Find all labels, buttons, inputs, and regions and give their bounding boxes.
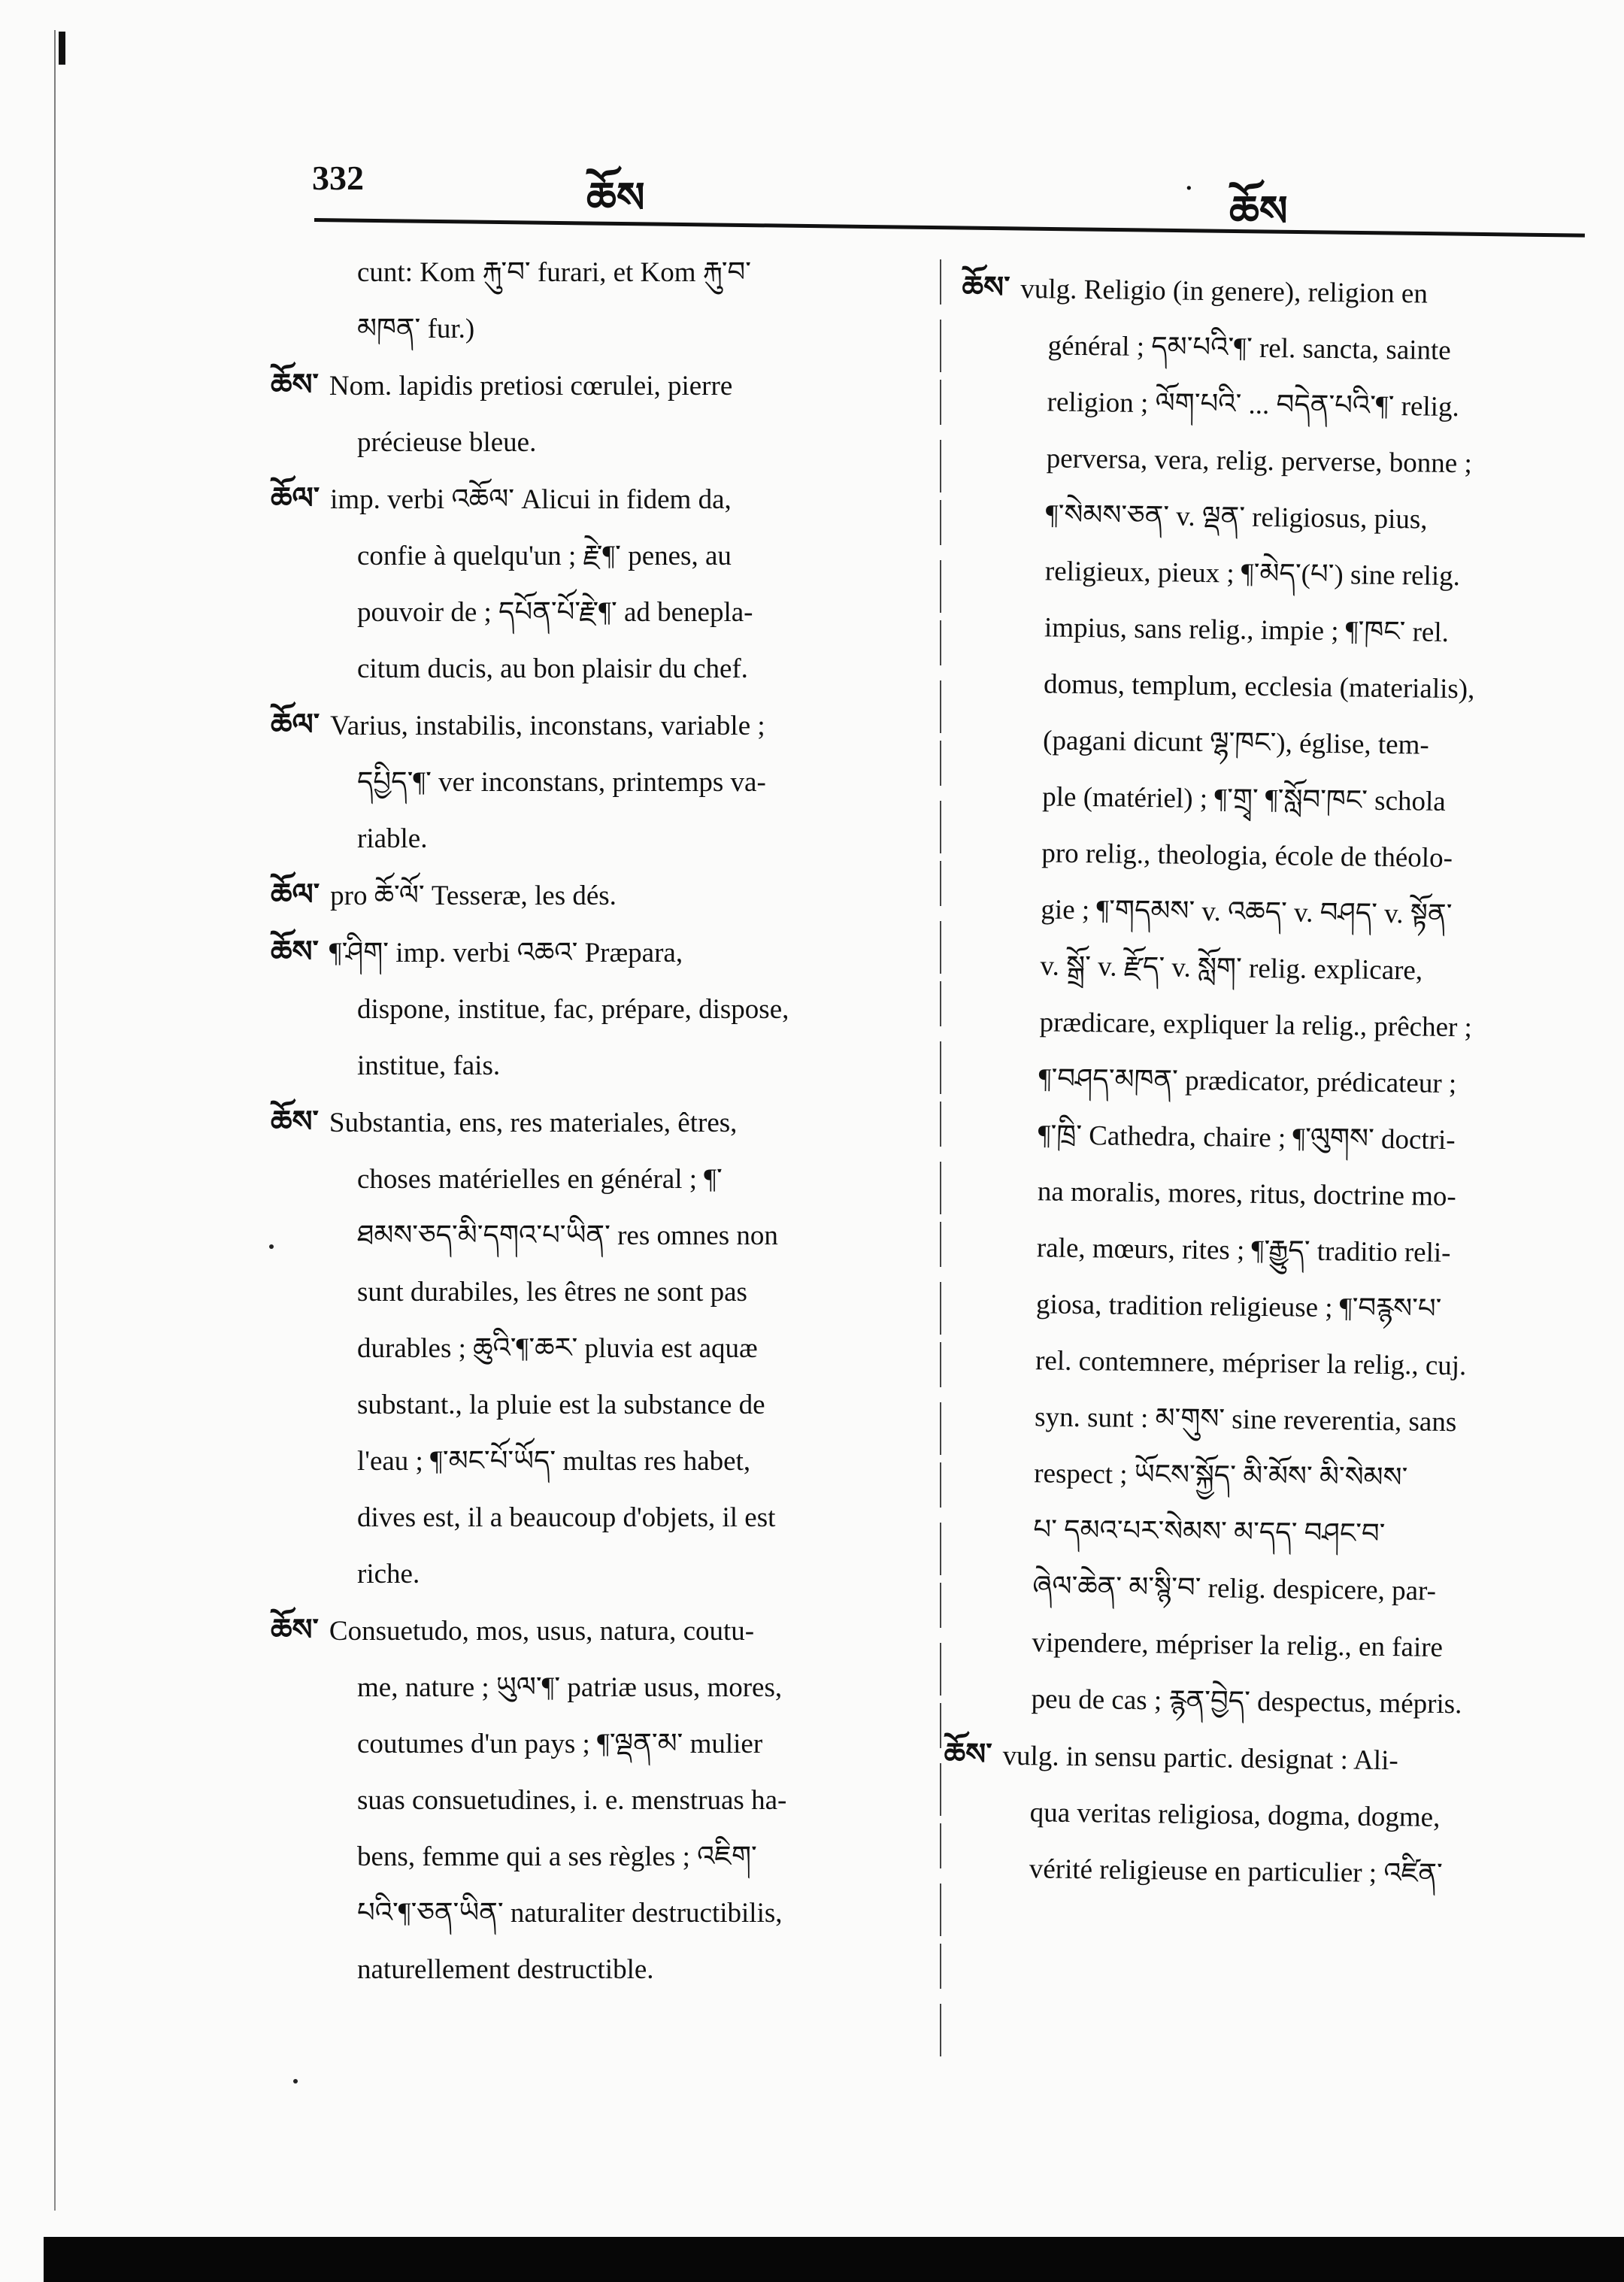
dictionary-entry bbox=[271, 697, 932, 867]
margin-mark bbox=[59, 32, 65, 65]
entry-line bbox=[956, 768, 1580, 832]
entry-line bbox=[271, 924, 932, 981]
entry-text: pro ཆོ་ལོ་ Tesseræ, les dés. bbox=[330, 880, 617, 911]
entry-line bbox=[951, 1106, 1576, 1170]
entry-line bbox=[962, 259, 1586, 324]
entry-line bbox=[943, 1783, 1568, 1847]
entry-headword: ཆོས་ bbox=[944, 1736, 992, 1772]
entry-text: Substantia, ens, res materiales, êtres, bbox=[329, 1108, 738, 1138]
entry-text: ཐམས་ཅད་མི་དགའ་པ་ཡིན་ res omnes non bbox=[357, 1220, 778, 1251]
entry-line bbox=[271, 981, 932, 1038]
entry-text: rale, mœurs, rites ; ¶་རྒྱུད་ traditio reli- bbox=[1036, 1232, 1451, 1269]
entry-line bbox=[956, 711, 1581, 775]
entry-line bbox=[947, 1501, 1571, 1565]
entry-line bbox=[271, 1659, 932, 1716]
entry-text: bens, femme qui a ses règles ; འཇིག་ bbox=[357, 1841, 757, 1872]
entry-text: giosa, tradition religieuse ; ¶་བརྙས་པ་ bbox=[1035, 1289, 1442, 1325]
entry-text: dispone, institue, fac, prépare, dispose, bbox=[357, 994, 789, 1025]
entry-line bbox=[271, 244, 932, 301]
entry-text: ¶་ཁྲི་ Cathedra, chaire ; ¶་ལུགས་ doctri- bbox=[1038, 1120, 1456, 1156]
page-number: 332 bbox=[312, 159, 364, 197]
entry-text: Nom. lapidis pretiosi cœrulei, pierre bbox=[329, 371, 733, 402]
entry-line bbox=[271, 1094, 932, 1151]
entry-text: v. སྒྲོ་ v. རྫོད་ v. སློག་ relig. explicare, bbox=[1040, 950, 1423, 986]
entry-text: qua veritas religiosa, dogma, dogme, bbox=[1029, 1797, 1441, 1833]
entry-line bbox=[942, 1840, 1567, 1904]
entry-text: choses matérielles en général ; ¶་ bbox=[357, 1164, 723, 1195]
entry-headword: ཆོས་ bbox=[271, 1613, 319, 1647]
dictionary-entry bbox=[271, 244, 932, 357]
dictionary-entry bbox=[271, 1602, 932, 1998]
entry-text: pro relig., theologia, école de théolo- bbox=[1041, 838, 1453, 874]
running-headword-right: ཆོས bbox=[1229, 186, 1288, 236]
entry-text: དཔྱིད་¶་ ver inconstans, printemps va- bbox=[357, 767, 766, 798]
entry-headword: ཆོལ་ bbox=[271, 708, 320, 742]
entry-text: riable. bbox=[357, 823, 428, 854]
entry-line bbox=[271, 414, 932, 471]
entry-line bbox=[954, 880, 1579, 944]
entry-text: མཁན་ fur.) bbox=[357, 314, 475, 344]
entry-headword: ཆོས་ bbox=[271, 1105, 319, 1139]
entry-text: ¶་བཤད་མཁན་ prædicator, prédicateur ; bbox=[1038, 1063, 1457, 1100]
entry-line bbox=[271, 301, 932, 357]
entry-line bbox=[271, 1320, 932, 1377]
column-divider bbox=[940, 259, 941, 2064]
entry-line bbox=[271, 1716, 932, 1772]
entry-text: perversa, vera, relig. perverse, bonne ; bbox=[1046, 443, 1473, 480]
entry-text: coutumes d'un pays ; ¶་ལྡན་མ་ mulier bbox=[357, 1729, 763, 1759]
entry-text: imp. verbi འཆོལ་ Alicui in fidem da, bbox=[330, 484, 732, 515]
entry-text: dives est, il a beaucoup d'objets, il est bbox=[357, 1502, 776, 1533]
dictionary-entry bbox=[271, 471, 932, 697]
entry-text: syn. sunt : མ་གུས་ sine reverentia, sans bbox=[1034, 1402, 1457, 1438]
dictionary-entry bbox=[271, 1094, 932, 1602]
entry-text: religion ; ལོག་པའི་ ... བདེན་པའི་¶་ relig. bbox=[1047, 386, 1459, 423]
entry-text: précieuse bleue. bbox=[357, 427, 537, 458]
ink-speck bbox=[293, 2079, 298, 2083]
entry-line bbox=[949, 1332, 1574, 1396]
entry-line bbox=[271, 641, 932, 697]
entry-text: suas consuetudines, i. e. menstruas ha- bbox=[357, 1785, 787, 1816]
entry-line bbox=[271, 1546, 932, 1602]
entry-line bbox=[271, 1151, 932, 1208]
entry-text: confie à quelqu'un ; རྗེ་¶་ penes, au bbox=[357, 541, 732, 571]
entry-line bbox=[271, 1941, 932, 1998]
entry-line bbox=[271, 1772, 932, 1829]
entry-line bbox=[271, 1264, 932, 1320]
entry-text: cunt: Kom རྐུ་བ་ furari, et Kom རྐུ་བ་ bbox=[357, 257, 751, 288]
right-column bbox=[942, 259, 1586, 1904]
entry-line bbox=[271, 811, 932, 867]
entry-text: prædicare, expliquer la relig., prêcher ; bbox=[1039, 1007, 1473, 1044]
entry-text: Varius, instabilis, inconstans, variable ; bbox=[330, 711, 765, 741]
entry-line bbox=[950, 1275, 1574, 1339]
entry-text: vulg. Religio (in genere), religion en bbox=[1020, 273, 1429, 310]
entry-text: l'eau ; ¶་མང་པོ་ཡོད་ multas res habet, bbox=[357, 1446, 751, 1477]
running-headword-left: ཆོས bbox=[586, 173, 645, 223]
entry-line bbox=[953, 937, 1578, 1001]
entry-text: me, nature ; ཡུལ་¶་ patriæ usus, mores, bbox=[357, 1672, 783, 1703]
entry-line bbox=[950, 1162, 1575, 1226]
entry-line bbox=[948, 1388, 1573, 1452]
entry-line bbox=[957, 655, 1582, 719]
dictionary-entry bbox=[271, 357, 932, 471]
entry-line bbox=[271, 471, 932, 528]
entry-text: ¶་སེམས་ཅན་ v. ལྡན་ religiosus, pius, bbox=[1045, 499, 1428, 535]
entry-text: naturellement destructible. bbox=[357, 1954, 654, 1985]
entry-line bbox=[960, 373, 1585, 437]
scan-bottom-band bbox=[44, 2237, 1624, 2282]
entry-text: substant., la pluie est la substance de bbox=[357, 1390, 765, 1420]
entry-text: respect ; ཡོངས་སྐྱོད་ མི་མོས་ མི་སེམས་ bbox=[1034, 1458, 1408, 1494]
entry-line bbox=[271, 1208, 932, 1264]
entry-headword: ཆོས་ bbox=[962, 269, 1010, 305]
entry-text: ཞེལ་ཆེན་ མ་སྙི་བ་ relig. despicere, par- bbox=[1032, 1571, 1437, 1607]
entry-text: gie ; ¶་གདམས་ v. འཆད་ v. བཤད་ v. སྟོན་ bbox=[1041, 894, 1453, 931]
entry-line bbox=[944, 1726, 1568, 1791]
entry-text: པའི་¶་ཅན་ཡིན་ naturaliter destructibilis, bbox=[357, 1898, 783, 1929]
dictionary-entry bbox=[271, 867, 932, 924]
entry-line bbox=[271, 1490, 932, 1546]
entry-text: (pagani dicunt ལྷ་ཁང་), église, tem- bbox=[1042, 725, 1429, 761]
entry-text: général ; དམ་པའི་¶་ rel. sancta, sainte bbox=[1047, 330, 1451, 366]
entry-line bbox=[953, 993, 1577, 1057]
entry-text: ple (matériel) ; ¶་གྲྭ་ ¶་སློབ་ཁང་ schola bbox=[1042, 781, 1446, 817]
entry-line bbox=[945, 1614, 1570, 1677]
entry-text: durables ; ཆུའི་¶་ཆར་ pluvia est aquæ bbox=[357, 1333, 758, 1364]
entry-text: pouvoir de ; དཔོན་པོ་རྗེ་¶་ ad benepla- bbox=[357, 597, 753, 628]
entry-line bbox=[961, 317, 1586, 380]
entry-line bbox=[947, 1444, 1572, 1508]
entry-line bbox=[271, 867, 932, 924]
entry-line bbox=[271, 357, 932, 414]
entry-line bbox=[952, 1050, 1577, 1114]
entry-line bbox=[944, 1670, 1569, 1734]
dictionary-entry bbox=[271, 924, 932, 1094]
header-dot: · bbox=[1184, 171, 1194, 206]
page-edge-shadow bbox=[54, 30, 56, 2211]
entry-line bbox=[958, 542, 1583, 606]
entry-line bbox=[271, 754, 932, 811]
entry-line bbox=[271, 528, 932, 584]
entry-line bbox=[271, 1433, 932, 1490]
entry-line bbox=[271, 1602, 932, 1659]
entry-text: domus, templum, ecclesia (materialis), bbox=[1043, 668, 1475, 705]
entry-line bbox=[271, 584, 932, 641]
entry-text: peu de cas ; རྙན་བྱེད་ despectus, mépris. bbox=[1031, 1683, 1462, 1720]
entry-text: vipendere, mépriser la relig., en faire bbox=[1032, 1627, 1444, 1663]
entry-line bbox=[959, 486, 1583, 550]
entry-line bbox=[946, 1557, 1571, 1621]
entry-text: citum ducis, au bon plaisir du chef. bbox=[357, 653, 748, 684]
entry-line bbox=[950, 1219, 1574, 1283]
ink-speck bbox=[269, 1244, 274, 1249]
entry-headword: ཆོས་ bbox=[271, 935, 319, 969]
entry-text: vérité religieuse en particulier ; འཛིན་ bbox=[1029, 1853, 1443, 1890]
entry-text: impius, sans relig., impie ; ¶་ཁང་ rel. bbox=[1044, 612, 1450, 648]
entry-text: institue, fais. bbox=[357, 1050, 501, 1081]
entry-line bbox=[271, 1885, 932, 1941]
entry-text: sunt durabiles, les êtres ne sont pas bbox=[357, 1277, 747, 1308]
entry-text: པ་ དམའ་པར་སེམས་ མ་དད་ བཤང་བ་ bbox=[1033, 1514, 1386, 1550]
entry-text: vulg. in sensu partic. designat : Ali- bbox=[1002, 1740, 1398, 1777]
dictionary-entry bbox=[944, 259, 1586, 1734]
left-column bbox=[271, 244, 932, 1998]
entry-text: religieux, pieux ; ¶་མེད་(པ་) sine relig. bbox=[1044, 556, 1461, 592]
entry-text: ¶་ཤིག་ imp. verbi འཆའ་ Præpara, bbox=[329, 938, 683, 968]
entry-line bbox=[271, 1377, 932, 1433]
entry-headword: ཆོས་ bbox=[271, 368, 319, 402]
dictionary-entry bbox=[942, 1726, 1568, 1904]
entry-headword: ཆོལ་ bbox=[271, 877, 320, 912]
entry-line bbox=[955, 824, 1580, 888]
entry-text: riche. bbox=[357, 1559, 420, 1590]
entry-line bbox=[271, 697, 932, 754]
entry-line bbox=[958, 599, 1583, 662]
entry-text: na moralis, mores, ritus, doctrine mo- bbox=[1037, 1176, 1457, 1213]
entry-line bbox=[271, 1829, 932, 1885]
entry-text: rel. contemnere, mépriser la relig., cuj. bbox=[1035, 1345, 1467, 1382]
entry-text: Consuetudo, mos, usus, natura, coutu- bbox=[329, 1616, 755, 1647]
entry-line bbox=[959, 429, 1584, 493]
entry-line bbox=[271, 1038, 932, 1094]
entry-headword: ཆོལ་ bbox=[271, 481, 320, 516]
